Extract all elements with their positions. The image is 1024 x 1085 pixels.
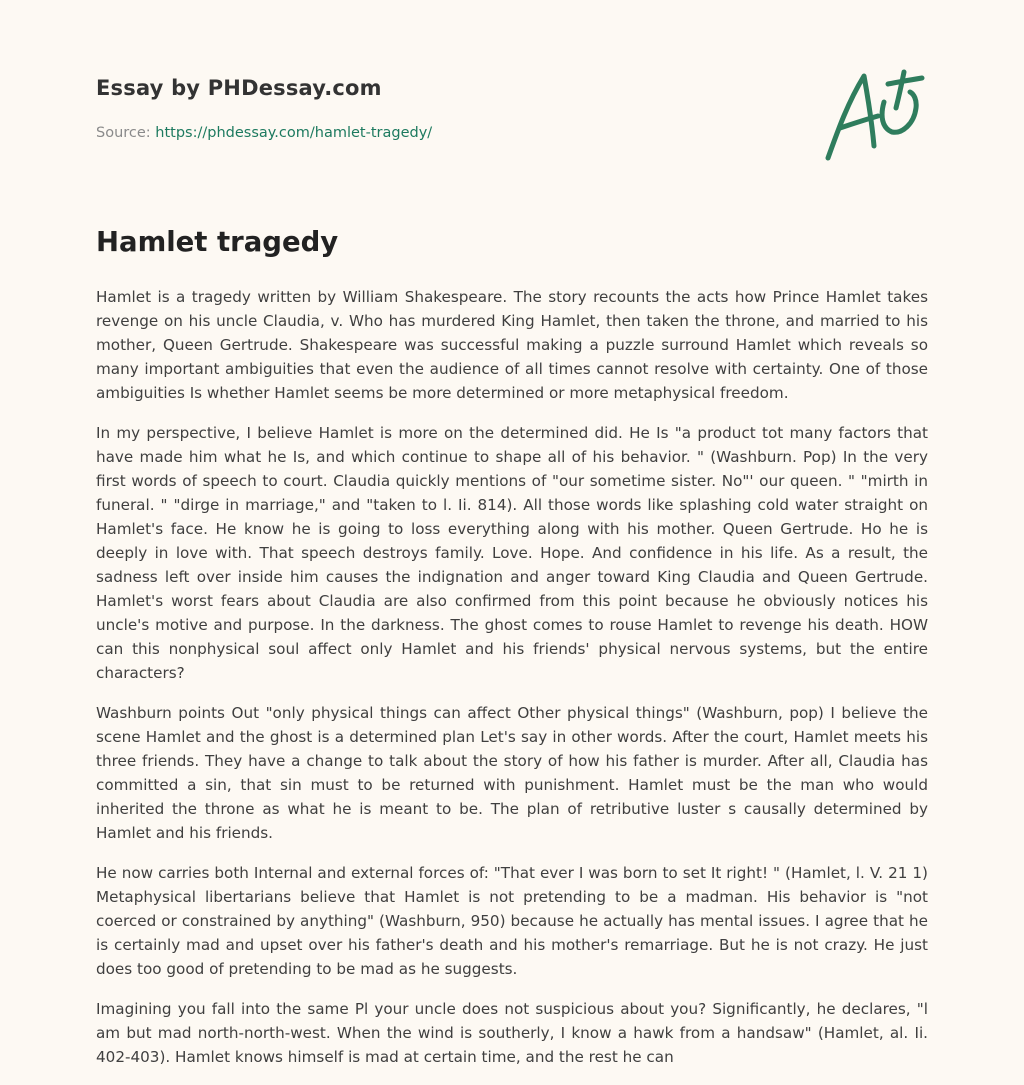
essay-paragraph: He now carries both Internal and external forces of: "That ever I was born to set It right! " (Hamlet, l. V. 21 1) Metaphysical libertarians believe that Hamlet is not pretending to be a madman. His behavior is "not coerced or constrained by anything" (Washburn, 950) because he actually has mental issues. I agree that he is certainly mad and upset over his father's death and his mother's remarriage. But he is not crazy. He just does too good of pretending to be mad as he suggests. bbox=[96, 864, 928, 978]
essay-body bbox=[96, 285, 928, 1085]
page-header bbox=[96, 72, 928, 182]
essay-paragraph: Hamlet is a tragedy written by William Shakespeare. The story recounts the acts how Prince Hamlet takes revenge on his uncle Claudia, v. Who has murdered King Hamlet, then taken the throne, and married to his mother, Queen Gertrude. Shakespeare was successful making a puzzle surround Hamlet which reveals so many important ambiguities that even the audience of all times cannot resolve with certainty. One of those ambiguities Is whether Hamlet seems be more determined or more metaphysical freedom. bbox=[96, 288, 928, 402]
source-link[interactable]: https://phdessay.com/hamlet-tragedy/ bbox=[155, 125, 433, 141]
essay-paragraph: Imagining you fall into the same Pl your uncle does not suspicious about you? Significantly, he declares, "l am but mad north-north-west. When the wind is southerly, I know a hawk from a handsaw" (Hamlet, al. Ii. 402-403). Hamlet knows himself is mad at certain time, and the rest he can bbox=[96, 1000, 928, 1066]
brand-title: Essay by PHDessay.com bbox=[96, 76, 382, 100]
source-line bbox=[96, 125, 432, 141]
essay-paragraph: Washburn points Out "only physical things can affect Other physical things" (Washburn, pop) I believe the scene Hamlet and the ghost is a determined plan Let's say in other words. After the court, Hamlet meets his three friends. They have a change to talk about the story of how his father is murder. After all, Claudia has committed a sin, that sin must to be returned with punishment. Hamlet must be the man who would inherited the throne as what he is meant to be. The plan of retributive luster s causally determined by Hamlet and his friends. bbox=[96, 704, 928, 842]
source-label: Source: bbox=[96, 125, 156, 141]
a-plus-grade-icon bbox=[824, 68, 928, 164]
essay-title: Hamlet tragedy bbox=[96, 226, 339, 258]
essay-paragraph: In my perspective, I believe Hamlet is more on the determined did. He Is "a product tot many factors that have made him what he Is, and which continue to shape all of his behavior. " (Washburn. Pop) In the very first words of speech to court. Claudia quickly mentions of "our sometime sister. No"' our queen. " "mirth in funeral. " "dirge in marriage," and "taken to l. Ii. 814). All those words like splashing cold water straight on Hamlet's face. He know he is going to loss everything along with his mother. Queen Gertrude. Ho he is deeply in love with. That speech destroys family. Love. Hope. And confidence in his life. As a result, the sadness left over inside him causes the indignation and anger toward King Claudia and Queen Gertrude. Hamlet's worst fears about Claudia are also confirmed from this point because he obviously notices his uncle's motive and purpose. In the darkness. The ghost comes to rouse Hamlet to revenge his death. HOW can this nonphysical soul affect only Hamlet and his friends' physical nervous systems, but the entire characters? bbox=[96, 424, 928, 682]
